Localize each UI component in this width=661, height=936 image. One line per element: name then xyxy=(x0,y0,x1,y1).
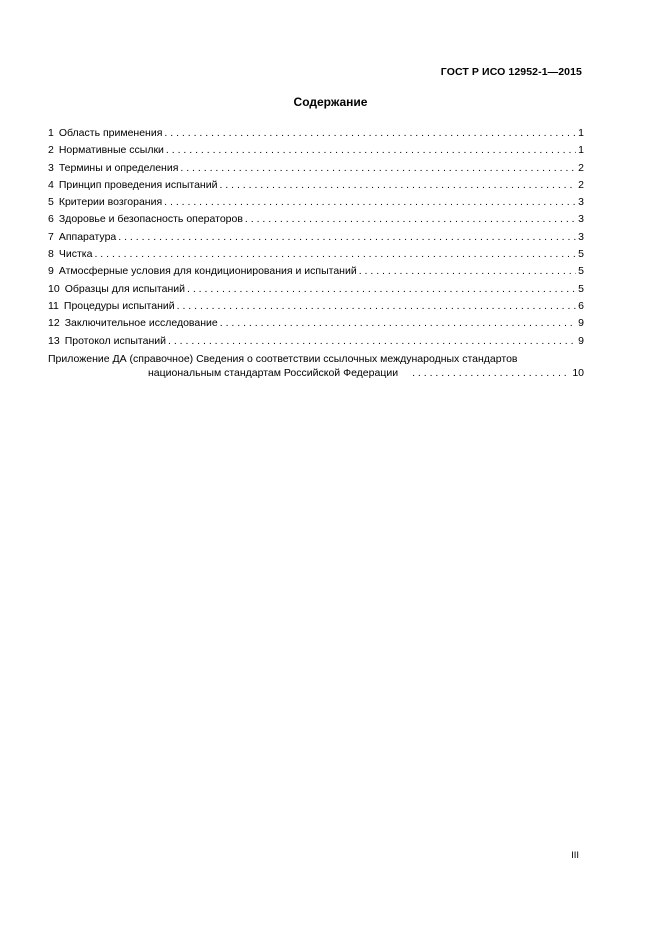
dot-leader xyxy=(168,333,576,350)
appendix-title-line2: национальным стандартам Российской Федерации xyxy=(148,366,399,379)
toc-entry-label: Принцип проведения испытаний xyxy=(58,178,218,191)
toc-entry-number: 9 xyxy=(48,265,54,278)
dot-leader xyxy=(118,229,576,246)
toc-entry-page: 9 xyxy=(578,317,584,330)
toc-entry-page: 5 xyxy=(578,282,584,295)
dot-leader xyxy=(94,246,576,263)
toc-entry-page: 3 xyxy=(578,230,584,243)
toc-entry-page: 9 xyxy=(578,334,584,347)
toc-entry[interactable] xyxy=(48,229,584,246)
toc-entry-label: Чистка xyxy=(58,248,93,261)
toc-entry-number: 7 xyxy=(48,230,54,243)
toc-entry[interactable] xyxy=(48,281,584,298)
toc-entry-label: Заключительное исследование xyxy=(64,317,218,330)
toc-entry[interactable] xyxy=(48,298,584,315)
appendix-title-line1: Приложение ДА (справочное) Сведения о соответствии ссылочных международных стандартов xyxy=(48,352,518,365)
toc-entry[interactable] xyxy=(48,177,584,194)
toc-appendix-entry[interactable] xyxy=(48,352,584,380)
toc-entry[interactable] xyxy=(48,125,584,142)
dot-leader xyxy=(359,263,576,280)
page-number: III xyxy=(571,850,579,861)
dot-leader xyxy=(166,142,576,159)
dot-leader xyxy=(177,298,577,315)
toc-entry-label: Атмосферные условия для кондиционирования и испытаний xyxy=(58,265,357,278)
toc-entry-number: 5 xyxy=(48,196,54,209)
dot-leader xyxy=(180,160,576,177)
toc-entry-page: 2 xyxy=(578,161,584,174)
dot-leader xyxy=(164,194,576,211)
appendix-title-line2-row xyxy=(48,366,584,380)
dot-leader xyxy=(220,315,576,332)
toc-entry-number: 6 xyxy=(48,213,54,226)
dot-leader xyxy=(164,125,576,142)
dot-leader xyxy=(187,281,576,298)
toc-entry[interactable] xyxy=(48,160,584,177)
toc-entry[interactable] xyxy=(48,194,584,211)
toc-entry-page: 1 xyxy=(578,144,584,157)
dot-leader xyxy=(245,211,576,228)
toc-entry-label: Критерии возгорания xyxy=(58,196,163,209)
toc-entry[interactable] xyxy=(48,333,584,350)
toc-entry[interactable] xyxy=(48,142,584,159)
toc-entry-number: 3 xyxy=(48,161,54,174)
toc-entry-label: Образцы для испытаний xyxy=(64,282,185,295)
toc-entry-number: 4 xyxy=(48,178,54,191)
toc-entry-number: 1 xyxy=(48,127,54,139)
toc-entry-label: Нормативные ссылки xyxy=(58,144,164,157)
toc-entry[interactable] xyxy=(48,263,584,280)
toc-entry-page: 1 xyxy=(578,127,584,139)
toc-entry-label: Термины и определения xyxy=(58,161,179,174)
toc-entry-label: Протокол испытаний xyxy=(64,334,166,347)
toc-entry[interactable] xyxy=(48,315,584,332)
toc-entry-page: 5 xyxy=(578,265,584,278)
appendix-page: 10 xyxy=(572,366,584,379)
toc-entry-number: 13 xyxy=(48,334,60,347)
toc-entry-page: 6 xyxy=(578,299,584,312)
toc-entry[interactable] xyxy=(48,246,584,263)
dot-leader xyxy=(412,366,570,380)
toc-entry-number: 12 xyxy=(48,317,60,330)
toc-title: Содержание xyxy=(293,95,368,109)
toc-entry-page: 3 xyxy=(578,213,584,226)
toc-entry-number: 2 xyxy=(48,144,54,157)
toc-entry-page: 2 xyxy=(578,178,584,191)
toc-entry-label: Здоровье и безопасность операторов xyxy=(58,213,243,226)
toc-entry-label: Область применения xyxy=(58,127,163,139)
dot-leader xyxy=(219,177,576,194)
document-code: ГОСТ Р ИСО 12952-1—2015 xyxy=(440,66,582,78)
toc-entry-page: 5 xyxy=(578,248,584,261)
toc-entry-number: 8 xyxy=(48,248,54,261)
table-of-contents xyxy=(48,125,584,380)
toc-entry[interactable] xyxy=(48,211,584,228)
toc-entry-label: Процедуры испытаний xyxy=(63,299,175,312)
toc-entry-page: 3 xyxy=(578,196,584,209)
toc-entry-label: Аппаратура xyxy=(58,230,117,243)
toc-entry-number: 10 xyxy=(48,282,60,295)
toc-entry-number: 11 xyxy=(48,299,59,312)
